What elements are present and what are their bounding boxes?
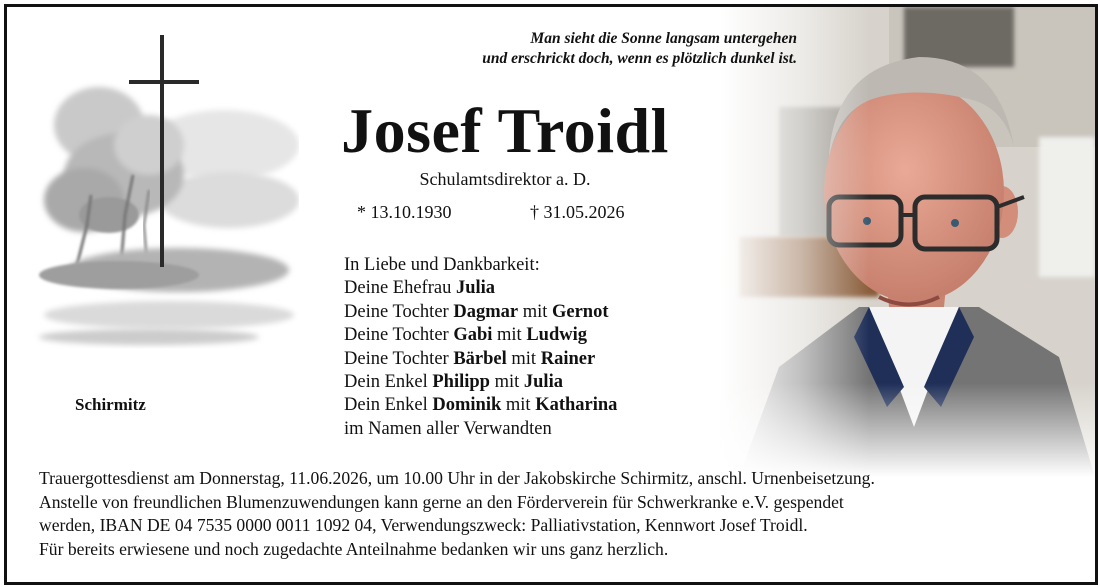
list-item: Deine Tochter Bärbel mit Rainer	[344, 348, 596, 369]
mourners-list	[344, 254, 617, 441]
thanks-line: Für bereits erwiesene und noch zugedachte Anteilnahme bedanken wir uns ganz herzlich.	[39, 538, 669, 559]
place-label: Schirmitz	[75, 395, 146, 414]
list-item: Deine Tochter Dagmar mit Gernot	[344, 301, 609, 322]
list-item: Dein Enkel Dominik mit Katharina	[344, 395, 618, 416]
deceased-name: Josef Troidl	[341, 95, 669, 166]
list-item: Dein Enkel Philipp mit Julia	[344, 372, 563, 393]
list-item: Deine Tochter Gabi mit Ludwig	[344, 325, 587, 346]
deceased-title: Schulamtsdirektor a. D.	[419, 169, 591, 189]
donation-line: Anstelle von freundlichen Blumenzuwendungen kann gerne an den Förderverein für Schwerkranke e.V. gespendet	[39, 491, 844, 512]
service-line: Trauergottesdienst am Donnerstag, 11.06.2026, um 10.00 Uhr in der Jakobskirche Schirmitz, anschl. Urnenbeisetzung.	[39, 468, 875, 488]
quote-line: und erschrickt doch, wenn es plötzlich dunkel ist.	[482, 50, 797, 67]
mourners-closing: im Namen aller Verwandten	[344, 418, 552, 439]
death-date: † 31.05.2026	[530, 202, 625, 222]
obituary-card	[4, 4, 1098, 585]
quote	[307, 29, 797, 69]
list-item: Deine Ehefrau Julia	[344, 278, 496, 299]
donation-line: werden, IBAN DE 04 7535 0000 0011 1092 04, Verwendungszweck: Palliativstation, Kennwort Josef Troidl.	[39, 515, 808, 535]
service-info	[39, 467, 1089, 561]
quote-line: Man sieht die Sonne langsam untergehen	[530, 30, 797, 47]
portrait-photo	[719, 7, 1095, 477]
birth-date: * 13.10.1930	[357, 202, 452, 222]
landscape-illustration	[29, 25, 299, 355]
mourners-intro: In Liebe und Dankbarkeit:	[344, 255, 540, 275]
